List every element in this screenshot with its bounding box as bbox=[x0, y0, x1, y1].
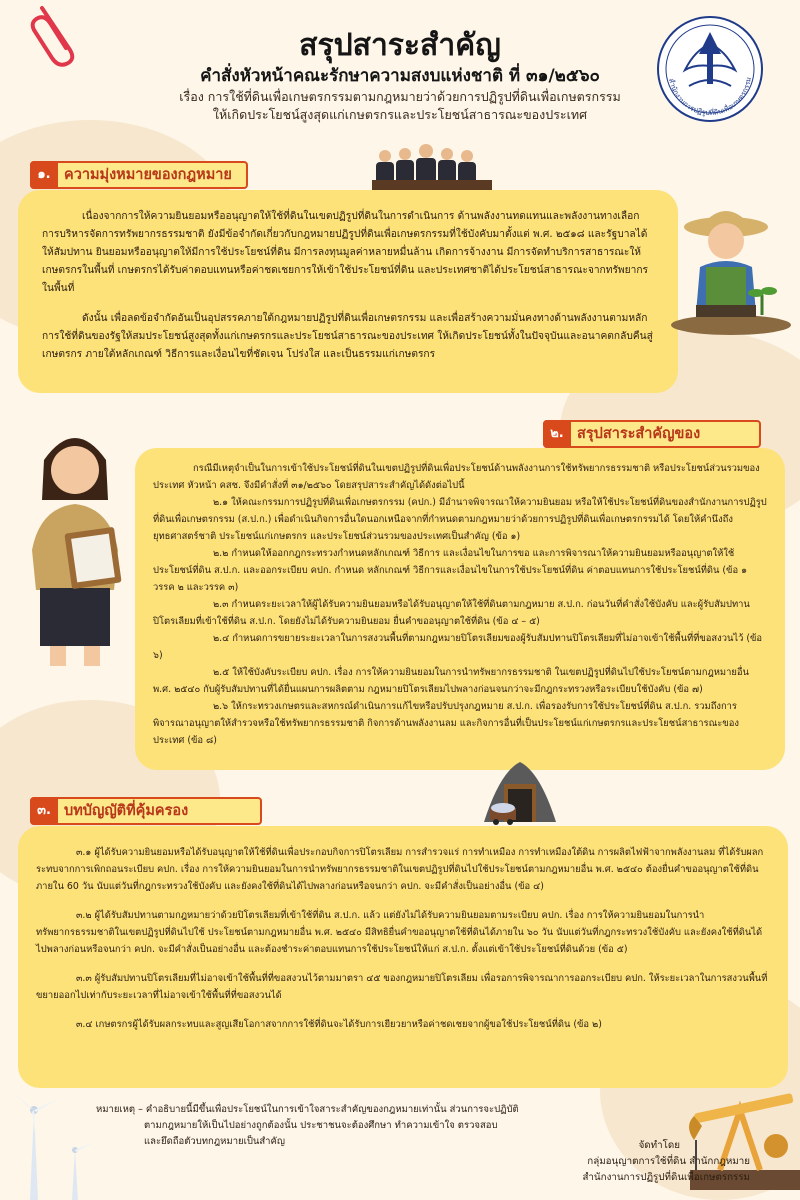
section3-item-3: ๓.๓ ผู้รับสัมปทานปิโตรเลียมที่ไม่อาจเข้าใช้พื้นที่ที่ขอสงวนไว้ตามมาตรา ๔๕ ของกฎหมายปิโตรเลียม เพื่อรอการพิจารณาการออกระเบียบ คปก. ให้ระยะเวลาในการสงวนพื้นที่ขยายออกไปเท่ากับระยะเวลาที่ไม่อาจเข้าใช้พื้นที่ที่ขอสงวนได้ bbox=[36, 973, 768, 1001]
page-desc-line1: เรื่อง การใช้ที่ดินเพื่อเกษตรกรรมตามกฎหมายว่าด้วยการปฏิรูปที่ดินเพื่อเกษตรกรรม bbox=[179, 89, 621, 104]
section3-number: ๓. bbox=[30, 797, 58, 825]
section2-title: สรุปสาระสำคัญของ bbox=[577, 426, 701, 442]
section1-number: ๑. bbox=[30, 161, 58, 189]
section1-heading bbox=[30, 161, 248, 189]
section2-intro: กรณีมีเหตุจำเป็นในการเข้าใช้ประโยชน์ที่ดินในเขตปฏิรูปที่ดินเพื่อประโยชน์ด้านพลังงานการใช้ทรัพยากรธรรมชาติ หรือประโยชน์ส่วนรวมของประเทศ หัวหน้า คสช. จึงมีคำสั่งที่ ๓๑/๒๕๖๐ โดยสรุปสาระสำคัญได้ดังต่อไปนี้ bbox=[153, 463, 760, 491]
businessmen-illustration bbox=[372, 140, 492, 190]
section2-box bbox=[135, 448, 785, 770]
page-desc-line2: ให้เกิดประโยชน์สูงสุดแก่เกษตรกรและประโยชน์สาธารณะของประเทศ bbox=[212, 107, 588, 122]
section2-item-1: ๒.๑ ให้คณะกรรมการปฏิรูปที่ดินเพื่อเกษตรกรรม (คปก.) มีอำนาจพิจารณาให้ความยินยอม หรือให้ใช้ประโยชน์ที่ดินของสำนักงานการปฏิรูปที่ดินเพื่อเกษตรกรรม (ส.ป.ก.) เพื่อดำเนินกิจการอื่นใดนอกเหนือจากที่กำหนดตามกฎหมายว่าด้วยการปฏิรูปที่ดินเพื่อเกษตรกรรมได้ โดยให้คำนึงถึงยุทธศาสตร์ชาติ ประโยชน์แก่เกษตรกร และประโยชน์ส่วนรวมของประเทศเป็นสำคัญ (ข้อ ๑) bbox=[153, 497, 767, 542]
section1-title: ความมุ่งหมายของกฎหมาย bbox=[64, 167, 232, 183]
section2-heading bbox=[543, 420, 761, 448]
section3-item-4: ๓.๔ เกษตรกรผู้ได้รับผลกระทบและสูญเสียโอกาสจากการใช้ที่ดินจะได้รับการเยียวยาหรือค่าชดเชยจากผู้ขอใช้ประโยชน์ที่ดิน (ข้อ ๒) bbox=[76, 1019, 602, 1030]
section2-item-2: ๒.๒ กำหนดให้ออกกฎกระทรวงกำหนดหลักเกณฑ์ วิธีการ และเงื่อนไขในการขอ และการพิจารณาให้ความยินยอมหรืออนุญาตให้ใช้ประโยชน์ที่ดิน ส.ป.ก. และออกระเบียบ คปก. กำหนด หลักเกณฑ์ วิธีการและเงื่อนไขในการใช้ประโยชน์ที่ดิน ค่าตอบแทนการใช้ประโยชน์ที่ดิน (ข้อ ๑ วรรค ๒ และวรรค ๓) bbox=[153, 548, 748, 593]
alro-logo bbox=[655, 14, 765, 124]
note-line3: และยึดถือตัวบทกฎหมายเป็นสำคัญ bbox=[144, 1136, 285, 1147]
logo-text: สำนักงานการปฏิรูปที่ดินเพื่อเกษตรกรรม bbox=[667, 76, 753, 118]
section2-item-6: ๒.๖ ให้กระทรวงเกษตรและสหกรณ์ดำเนินการแก้ไขหรือปรับปรุงกฎหมาย ส.ป.ก. เพื่อรองรับการใช้ประโยชน์ที่ดิน ส.ป.ก. รวมถึงการพิจารณาอนุญาตให้สำรวจหรือใช้ทรัพยากรธรรมชาติ กิจการด้านพลังงานลม และกิจการอื่นที่เป็นประโยชน์แก่เกษตรกรและประโยชน์สาธารณะของประเทศ (ข้อ ๘) bbox=[153, 701, 739, 746]
credit-block bbox=[470, 1138, 750, 1186]
wind-turbine-illustration bbox=[0, 1070, 100, 1200]
section3-heading bbox=[30, 797, 262, 825]
section3-item-2: ๓.๒ ผู้ได้รับสัมปทานตามกฎหมายว่าด้วยปิโตรเลียมที่เข้าใช้ที่ดิน ส.ป.ก. แล้ว แต่ยังไม่ได้รับความยินยอมตามระเบียบ คปก. เรื่อง การให้ความยินยอมในการนำทรัพยากรธรรมชาติในเขตปฏิรูปที่ดินไปใช้ ประโยชน์ตามกฎหมายอื่น พ.ศ. ๒๕๔๐ มีสิทธิยื่นคำขออนุญาตใช้ที่ดินได้ภายใน ๖๐ วัน นับแต่วันที่กฎกระทรวงใช้บังคับ และยังคงใช้ที่ดินได้ไปพลางก่อนหรือจนกว่า คปก. จะมีคำสั่งเป็นอย่างอื่น และต้องชำระค่าตอบแทนการใช้ประโยชน์ให้แก่ ส.ป.ก. ตั้งแต่เข้าใช้ประโยชน์ที่ดินด้วย (ข้อ ๕) bbox=[36, 910, 763, 955]
page-subtitle: คำสั่งหัวหน้าคณะรักษาความสงบแห่งชาติ ที่ ๓๑/๒๕๖๐ bbox=[200, 66, 600, 86]
credit-line2: สำนักงานการปฏิรูปที่ดินเพื่อเกษตรกรรม bbox=[582, 1172, 750, 1183]
mine-illustration bbox=[480, 752, 560, 832]
section1-paragraph-1: เนื่องจากการให้ความยินยอมหรืออนุญาตให้ใช้ที่ดินในเขตปฏิรูปที่ดินในการดำเนินการ ด้านพลังงานทดแทนและพลังงานทางเลือก การบริหารจัดการทรัพยากรธรรมชาติ ยังมีข้อจำกัดเกี่ยวกับกฎหมายปฏิรูปที่ดินเพื่อเกษตรกรรมที่ใช้บังคับมาตั้งแต่ พ.ศ. ๒๕๑๘ และรัฐบาลได้ให้สัมปทาน ยินยอมหรืออนุญาตให้มีการใช้ประโยชน์ที่ดิน มีการลงทุนมูลค่าหลายหมื่นล้าน เกิดการจ้างงาน มีการจัดทำบริการสาธารณะให้เกษตรกรในพื้นที่ เกษตรกรได้รับค่าตอบแทนหรือค่าชดเชยการให้เข้าใช้ประโยชน์ที่ดิน และประเทศชาติได้ประโยชน์สาธารณะจากทรัพยากรในพื้นที่ bbox=[42, 211, 648, 294]
section1-paragraph-2: ดังนั้น เพื่อลดข้อจำกัดอันเป็นอุปสรรคภายใต้กฎหมายปฏิรูปที่ดินเพื่อเกษตรกรรม และเพื่อสร้างความมั่นคงทางด้านพลังงานตามหลักการใช้ที่ดินของรัฐให้สมประโยชน์สูงสุดทั้งแก่เกษตรกรและประโยชน์สาธารณะของประเทศ ให้เกิดประโยชน์ทั้งในปัจจุบันและอนาคตกลับคืนสู่เกษตรกร ภายใต้หลักเกณฑ์ วิธีการและเงื่อนไขที่ชัดเจน โปร่งใส และเป็นธรรมแก่เกษตรกร bbox=[42, 313, 653, 360]
note-line2: ตามกฎหมายให้เป็นไปอย่างถูกต้องนั้น ประชาชนจะต้องศึกษา ทำความเข้าใจ ตรวจสอบ bbox=[144, 1120, 498, 1131]
credit-line1: กลุ่มอนุญาตการใช้ที่ดิน สำนักกฎหมาย bbox=[587, 1156, 750, 1167]
section1-box bbox=[18, 190, 678, 393]
section2-item-4: ๒.๔ กำหนดการขยายระยะเวลาในการสงวนพื้นที่ตามกฎหมายปิโตรเลียมของผู้รับสัมปทานปิโตรเลียมที่ไม่อาจเข้าใช้พื้นที่ที่ขอสงวนไว้ (ข้อ ๖) bbox=[153, 633, 763, 661]
section3-box bbox=[18, 826, 788, 1088]
section3-item-1: ๓.๑ ผู้ได้รับความยินยอมหรือได้รับอนุญาตให้ใช้ที่ดินเพื่อประกอบกิจการปิโตรเลียม การสำรวจแร่ การทำเหมือง การทำเหมืองใต้ดิน การผลิตไฟฟ้าจากพลังงานลม ที่ได้รับผลกระทบจากการเพิกถอนระเบียบ คปก. เรื่อง การให้ความยินยอมในการนำทรัพยากรธรรมชาติในเขตปฏิรูปที่ดินไปใช้ประโยชน์ตามกฎหมายอื่น พ.ศ. ๒๕๔๐ ต้องยื่นคำขออนุญาตใช้ที่ดินภายใน 60 วัน นับแต่วันที่กฎกระทรวงใช้บังคับ และยังคงใช้ที่ดินได้ไปพลางก่อนหรือจนกว่า คปก. จะมีคำสั่งเป็นอย่างอื่น (ข้อ ๔) bbox=[36, 847, 764, 892]
section3-title: บทบัญญัติที่คุ้มครอง bbox=[64, 803, 189, 819]
farmer-illustration bbox=[666, 195, 796, 335]
page-title: สรุปสาระสำคัญ bbox=[299, 28, 501, 63]
note-line1: หมายเหตุ – คำอธิบายนี้มีขึ้นเพื่อประโยชน์ในการเข้าใจสาระสำคัญของกฎหมายเท่านั้น ส่วนการจะปฏิบัติ bbox=[96, 1104, 519, 1115]
officer-woman-illustration bbox=[10, 420, 140, 670]
section2-item-3: ๒.๓ กำหนดระยะเวลาให้ผู้ได้รับความยินยอมหรือได้รับอนุญาตให้ใช้ที่ดินตามกฎหมาย ส.ป.ก. ก่อนวันที่คำสั่งใช้บังคับ และผู้รับสัมปทานปิโตรเลียมที่เข้าใช้ที่ดิน ส.ป.ก. โดยยังไม่ได้รับความยินยอม ยื่นคำขออนุญาตใช้ที่ดิน (ข้อ ๔ – ๕) bbox=[153, 599, 750, 627]
section2-number: ๒. bbox=[543, 420, 571, 448]
credit-label: จัดทำโดย bbox=[638, 1140, 680, 1151]
section2-item-5: ๒.๕ ให้ใช้บังคับระเบียบ คปก. เรื่อง การให้ความยินยอมในการนำทรัพยากรธรรมชาติ ในเขตปฏิรูปที่ดินไปใช้ประโยชน์ตามกฎหมายอื่น พ.ศ. ๒๕๔๐ กับผู้รับสัมปทานที่ได้ยื่นแผนการผลิตตาม กฎหมายปิโตรเลียมไปพลางก่อนจนกว่าจะมีกฎกระทรวงหรือระเบียบใช้บังคับ (ข้อ ๗) bbox=[153, 667, 749, 695]
